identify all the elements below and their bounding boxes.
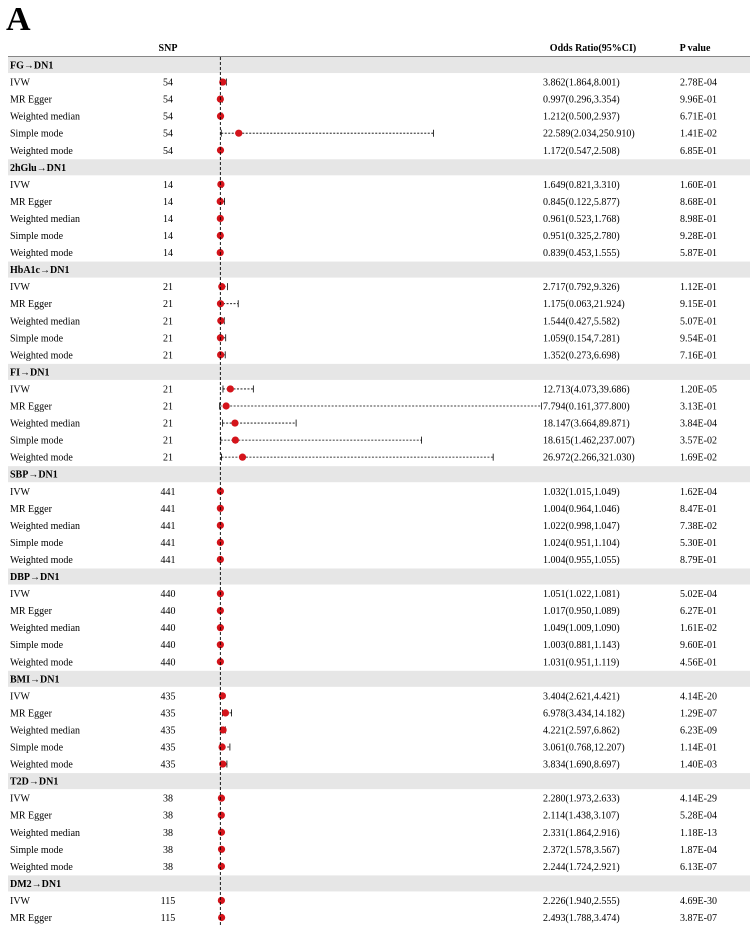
group-title: 2hGlu→DN1 [10,162,67,174]
column-header-odds-ratio: Odds Ratio(95%CI) [549,43,637,54]
row-odds-ratio: 0.961(0.523,1.768) [543,213,620,225]
point-estimate [217,181,224,188]
row-p-value: 5.30E-01 [680,537,717,549]
row-odds-ratio: 1.544(0.427,5.582) [543,316,620,328]
row-snp: 441 [160,520,176,532]
group-title: FI→DN1 [10,367,50,379]
row-odds-ratio: 2.717(0.792,9.326) [543,282,620,294]
row-snp: 38 [163,844,173,856]
group-title: SBP→DN1 [10,469,58,481]
row-snp: 21 [163,299,173,311]
row-p-value: 4.69E-30 [680,895,717,907]
row-p-value: 1.40E-03 [680,759,717,771]
row-method: Weighted median [10,316,81,328]
group-title: HbA1c→DN1 [10,265,70,277]
row-method: MR Egger [10,94,52,106]
row-snp: 14 [163,248,173,260]
group-band [8,671,750,687]
row-snp: 440 [160,657,176,669]
row-method: IVW [10,486,30,498]
row-snp: 21 [163,384,173,396]
row-p-value: 2.78E-04 [680,77,717,89]
row-snp: 21 [163,282,173,294]
group-title: DM2→DN1 [10,878,62,890]
row-method: IVW [10,282,30,294]
row-snp: 38 [163,861,173,873]
row-snp: 21 [163,418,173,430]
column-header-p-value: P value [679,43,711,54]
row-method: Weighted mode [10,452,73,464]
row-snp: 435 [160,759,176,771]
row-odds-ratio: 1.024(0.951,1.104) [543,537,620,549]
row-snp: 435 [160,742,176,754]
row-p-value: 9.60E-01 [680,640,717,652]
row-method: Weighted median [10,827,81,839]
point-estimate [218,863,225,870]
column-header-snp: SNP [158,43,178,54]
row-odds-ratio: 6.978(3.434,14.182) [543,708,625,720]
row-odds-ratio: 2.280(1.973,2.633) [543,793,620,805]
row-p-value: 6.13E-07 [680,861,717,873]
row-snp: 54 [163,145,173,157]
row-p-value: 5.02E-04 [680,589,717,601]
point-estimate [218,812,225,819]
row-odds-ratio: 22.589(2.034,250.910) [543,128,635,140]
row-snp: 21 [163,435,173,447]
row-p-value: 9.54E-01 [680,333,717,345]
row-method: MR Egger [10,810,52,822]
row-snp: 435 [160,725,176,737]
row-method: Simple mode [10,333,64,345]
point-estimate [217,317,224,324]
group-title: DBP→DN1 [10,572,60,583]
row-p-value: 1.14E-01 [680,742,717,754]
point-estimate [239,454,246,461]
row-snp: 14 [163,213,173,225]
row-method: Weighted mode [10,861,73,873]
row-odds-ratio: 26.972(2.266,321.030) [543,452,635,464]
row-odds-ratio: 3.061(0.768,12.207) [543,742,625,754]
row-odds-ratio: 1.049(1.009,1.090) [543,623,620,635]
row-odds-ratio: 1.352(0.273,6.698) [543,350,620,362]
row-odds-ratio: 1.212(0.500,2.937) [543,111,620,123]
row-method: Weighted mode [10,759,73,771]
row-p-value: 6.27E-01 [680,606,717,618]
group-band [8,159,750,175]
row-snp: 441 [160,503,176,515]
row-p-value: 8.68E-01 [680,196,717,208]
row-method: Weighted median [10,418,81,430]
row-odds-ratio: 3.862(1.864,8.001) [543,77,620,89]
row-odds-ratio: 1.172(0.547,2.508) [543,145,620,157]
row-p-value: 5.87E-01 [680,248,717,260]
row-method: Simple mode [10,537,64,549]
row-method: MR Egger [10,606,52,618]
row-p-value: 8.47E-01 [680,503,717,515]
row-p-value: 4.14E-20 [680,691,717,703]
row-p-value: 5.07E-01 [680,316,717,328]
row-p-value: 1.29E-07 [680,708,717,720]
row-method: MR Egger [10,299,52,311]
row-odds-ratio: 0.951(0.325,2.780) [543,231,620,242]
row-odds-ratio: 2.114(1.438,3.107) [543,810,620,822]
row-method: MR Egger [10,708,52,720]
row-odds-ratio: 1.059(0.154,7.281) [543,333,620,345]
row-p-value: 3.87E-07 [680,913,717,924]
row-odds-ratio: 1.004(0.955,1.055) [543,554,620,566]
row-odds-ratio: 7.794(0.161,377.800) [543,401,630,413]
row-p-value: 9.96E-01 [680,94,717,106]
row-p-value: 6.71E-01 [680,111,717,123]
row-snp: 440 [160,606,176,618]
row-method: IVW [10,384,30,396]
row-p-value: 1.69E-02 [680,452,717,464]
row-method: MR Egger [10,196,52,208]
row-odds-ratio: 3.834(1.690,8.697) [543,759,620,771]
row-snp: 115 [160,895,176,907]
row-method: Simple mode [10,640,64,652]
row-method: Weighted median [10,725,81,737]
row-p-value: 1.18E-13 [680,827,717,839]
row-method: Weighted mode [10,248,73,260]
row-odds-ratio: 1.031(0.951,1.119) [543,657,620,669]
group-title: BMI→DN1 [10,674,60,686]
group-band [8,57,750,73]
row-method: IVW [10,77,30,89]
row-p-value: 9.15E-01 [680,299,717,311]
row-snp: 21 [163,316,173,328]
row-odds-ratio: 2.226(1.940,2.555) [543,895,620,907]
row-odds-ratio: 18.147(3.664,89.871) [543,418,630,430]
row-method: IVW [10,895,30,907]
row-method: Simple mode [10,742,64,754]
row-snp: 435 [160,708,176,720]
row-odds-ratio: 1.032(1.015,1.049) [543,486,620,498]
group-band [8,262,750,278]
group-band [8,364,750,380]
point-estimate [218,829,225,836]
point-estimate [223,402,230,409]
row-method: MR Egger [10,401,52,413]
group-band [8,875,750,891]
row-odds-ratio: 1.004(0.964,1.046) [543,503,620,515]
point-estimate [218,914,225,921]
row-odds-ratio: 1.022(0.998,1.047) [543,520,620,532]
row-snp: 441 [160,554,176,566]
row-snp: 441 [160,537,176,549]
row-method: MR Egger [10,503,52,515]
row-snp: 440 [160,623,176,635]
row-snp: 440 [160,589,176,601]
row-p-value: 1.62E-04 [680,486,717,498]
row-method: Weighted median [10,520,81,532]
row-odds-ratio: 1.175(0.063,21.924) [543,299,625,311]
row-snp: 21 [163,350,173,362]
row-odds-ratio: 2.331(1.864,2.916) [543,827,620,839]
row-p-value: 1.61E-02 [680,623,717,635]
group-title: T2D→DN1 [10,776,59,788]
row-method: Weighted median [10,623,81,635]
row-method: Weighted median [10,111,81,123]
row-odds-ratio: 3.404(2.621,4.421) [543,691,620,703]
row-method: MR Egger [10,913,52,924]
row-odds-ratio: 0.997(0.296,3.354) [543,94,620,106]
row-method: Weighted mode [10,554,73,566]
row-snp: 54 [163,128,173,140]
row-odds-ratio: 2.244(1.724,2.921) [543,861,620,873]
row-p-value: 1.87E-04 [680,844,717,856]
row-method: Weighted median [10,213,81,225]
point-estimate [235,130,242,137]
row-method: Weighted mode [10,350,73,362]
row-odds-ratio: 18.615(1.462,237.007) [543,435,635,447]
point-estimate [218,795,225,802]
row-snp: 38 [163,810,173,822]
group-band [8,568,750,584]
row-p-value: 4.56E-01 [680,657,717,669]
row-snp: 21 [163,452,173,464]
point-estimate [232,437,239,444]
row-snp: 38 [163,793,173,805]
point-estimate [219,692,226,699]
row-odds-ratio: 0.845(0.122,5.877) [543,196,620,208]
row-snp: 14 [163,196,173,208]
row-p-value: 4.14E-29 [680,793,717,805]
row-method: Simple mode [10,128,64,140]
row-snp: 441 [160,486,176,498]
row-odds-ratio: 4.221(2.597,6.862) [543,725,620,737]
row-p-value: 1.60E-01 [680,179,717,191]
row-odds-ratio: 1.649(0.821,3.310) [543,179,620,191]
row-odds-ratio: 0.839(0.453,1.555) [543,248,620,260]
group-band [8,773,750,789]
row-snp: 435 [160,691,176,703]
point-estimate [227,385,234,392]
row-p-value: 7.38E-02 [680,520,717,532]
row-method: IVW [10,179,30,191]
row-method: Weighted mode [10,657,73,669]
row-p-value: 8.79E-01 [680,554,717,566]
point-estimate [218,897,225,904]
row-snp: 14 [163,179,173,191]
row-snp: 38 [163,827,173,839]
row-snp: 440 [160,640,176,652]
point-estimate [231,419,238,426]
point-estimate [218,846,225,853]
row-p-value: 6.23E-09 [680,725,717,737]
row-snp: 54 [163,77,173,89]
row-snp: 21 [163,333,173,345]
row-p-value: 1.20E-05 [680,384,717,396]
point-estimate [218,283,225,290]
row-snp: 21 [163,401,173,413]
row-p-value: 3.84E-04 [680,418,717,430]
row-method: IVW [10,793,30,805]
row-odds-ratio: 2.372(1.578,3.567) [543,844,620,856]
row-p-value: 3.13E-01 [680,401,717,413]
row-method: IVW [10,691,30,703]
row-method: Simple mode [10,844,64,856]
group-band [8,466,750,482]
row-method: Simple mode [10,231,64,242]
row-snp: 14 [163,231,173,242]
row-method: Weighted mode [10,145,73,157]
row-p-value: 8.98E-01 [680,213,717,225]
row-p-value: 7.16E-01 [680,350,717,362]
row-p-value: 5.28E-04 [680,810,717,822]
row-method: IVW [10,589,30,601]
group-title: FG→DN1 [10,60,54,72]
row-odds-ratio: 1.003(0.881,1.143) [543,640,620,652]
row-snp: 54 [163,94,173,106]
row-p-value: 3.57E-02 [680,435,717,447]
row-snp: 115 [160,913,176,924]
row-p-value: 1.12E-01 [680,282,717,294]
row-odds-ratio: 2.493(1.788,3.474) [543,913,620,924]
row-p-value: 1.41E-02 [680,128,717,140]
panel-letter: A [6,1,31,38]
row-p-value: 6.85E-01 [680,145,717,157]
point-estimate [222,709,229,716]
row-method: Simple mode [10,435,64,447]
row-p-value: 9.28E-01 [680,231,717,242]
row-snp: 54 [163,111,173,123]
row-odds-ratio: 1.017(0.950,1.089) [543,606,620,618]
row-odds-ratio: 1.051(1.022,1.081) [543,589,620,601]
point-estimate [219,743,226,750]
row-odds-ratio: 12.713(4.073,39.686) [543,384,630,396]
